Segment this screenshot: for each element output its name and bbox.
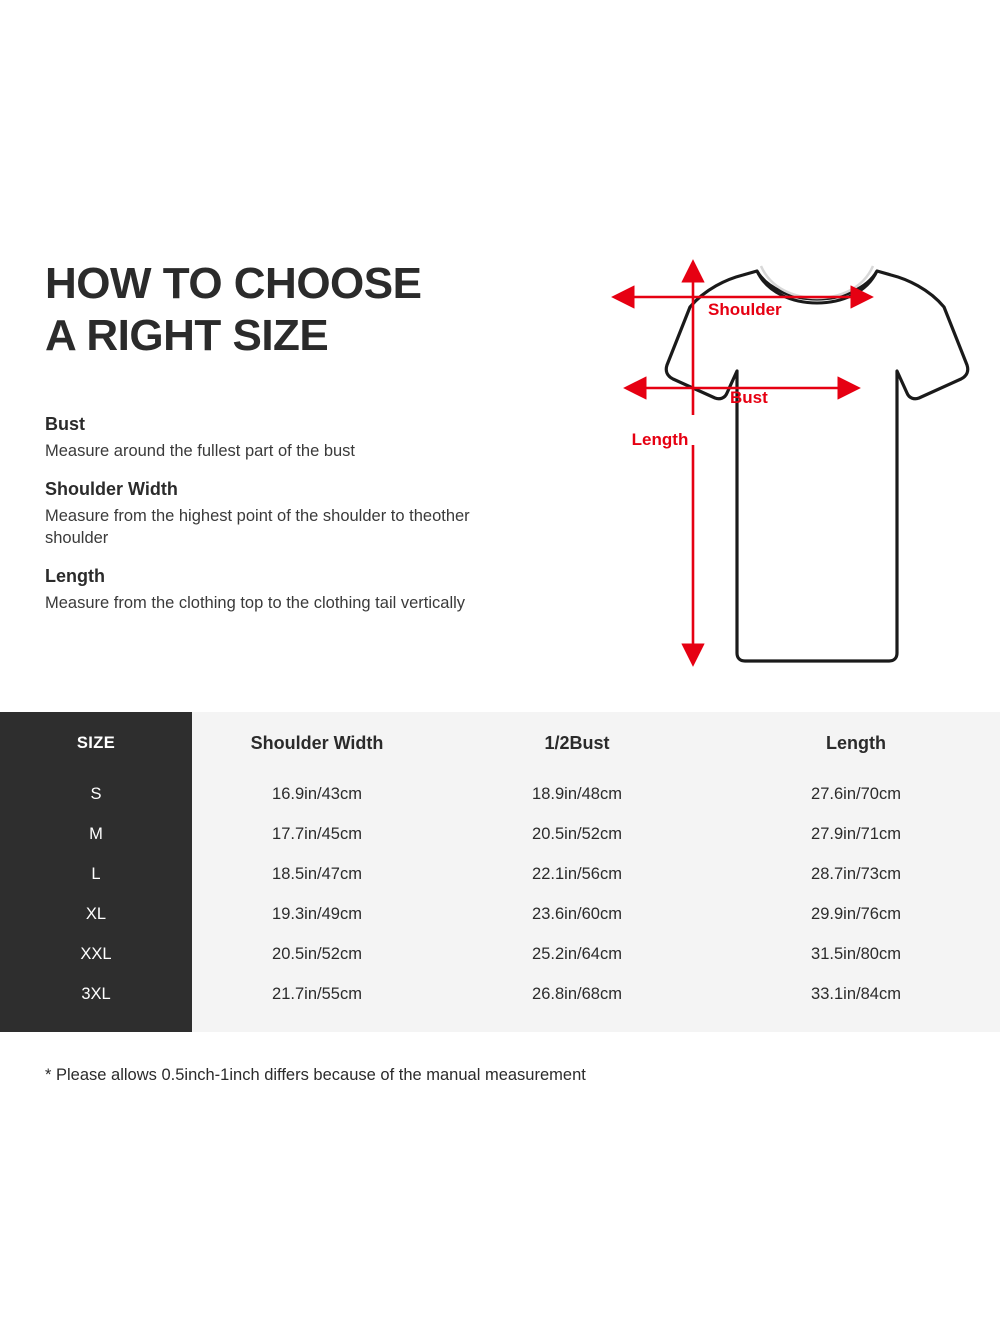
definition-bust-title: Bust — [45, 414, 85, 434]
definition-length — [45, 566, 525, 614]
cell-size: L — [91, 864, 101, 883]
cell-size: S — [90, 784, 102, 803]
definition-length-title: Length — [45, 566, 105, 586]
cell-length: 33.1in/84cm — [811, 984, 901, 1003]
cell-length: 27.6in/70cm — [811, 784, 901, 803]
page-title — [45, 258, 525, 362]
definition-bust — [45, 414, 525, 462]
header-shoulder-width: Shoulder Width — [250, 732, 384, 753]
table-row — [0, 934, 1000, 974]
table-row — [0, 854, 1000, 894]
shoulder-label: Shoulder — [708, 300, 782, 319]
definition-length-text: Measure from the clothing top to the clothing tail vertically — [45, 594, 466, 612]
definition-shoulder-title: Shoulder Width — [45, 479, 178, 499]
cell-shoulder: 18.5in/47cm — [272, 864, 362, 883]
cell-bust: 26.8in/68cm — [532, 984, 622, 1003]
bust-label: Bust — [730, 388, 768, 407]
definition-bust-text: Measure around the fullest part of the bust — [45, 442, 356, 460]
size-chart-table — [0, 712, 1000, 1014]
page-title-line2: A RIGHT SIZE — [45, 311, 329, 360]
page-title-line1: HOW TO CHOOSE — [45, 259, 422, 308]
table-row — [0, 974, 1000, 1014]
cell-bust: 18.9in/48cm — [532, 784, 622, 803]
cell-shoulder: 21.7in/55cm — [272, 984, 362, 1003]
cell-size: M — [89, 824, 103, 843]
definition-shoulder-text: Measure from the highest point of the shoulder to theother shoulder — [45, 507, 470, 547]
cell-bust: 22.1in/56cm — [532, 864, 622, 883]
measurement-note: * Please allows 0.5inch-1inch differs because of the manual measurement — [45, 1066, 586, 1084]
definition-shoulder — [45, 479, 525, 549]
size-table-area — [0, 712, 1000, 1032]
cell-shoulder: 16.9in/43cm — [272, 784, 362, 803]
header-size: SIZE — [76, 733, 116, 752]
tshirt-outline-shape — [666, 266, 968, 661]
cell-size: XL — [85, 904, 107, 923]
cell-bust: 20.5in/52cm — [532, 824, 622, 843]
tshirt-diagram — [505, 245, 975, 685]
table-header-row — [0, 712, 1000, 774]
table-row — [0, 814, 1000, 854]
cell-shoulder: 19.3in/49cm — [272, 904, 362, 923]
cell-shoulder: 20.5in/52cm — [272, 944, 362, 963]
table-row — [0, 774, 1000, 814]
cell-length: 28.7in/73cm — [811, 864, 901, 883]
cell-bust: 25.2in/64cm — [532, 944, 622, 963]
cell-size: 3XL — [81, 984, 111, 1003]
cell-bust: 23.6in/60cm — [532, 904, 622, 923]
table-row — [0, 894, 1000, 934]
length-label: Length — [631, 430, 689, 449]
measurement-definitions — [45, 414, 525, 631]
cell-length: 31.5in/80cm — [811, 944, 901, 963]
cell-length: 27.9in/71cm — [811, 824, 901, 843]
cell-length: 29.9in/76cm — [811, 904, 901, 923]
cell-shoulder: 17.7in/45cm — [272, 824, 362, 843]
header-length: Length — [826, 732, 886, 753]
header-half-bust: 1/2Bust — [544, 732, 610, 753]
cell-size: XXL — [80, 944, 112, 963]
